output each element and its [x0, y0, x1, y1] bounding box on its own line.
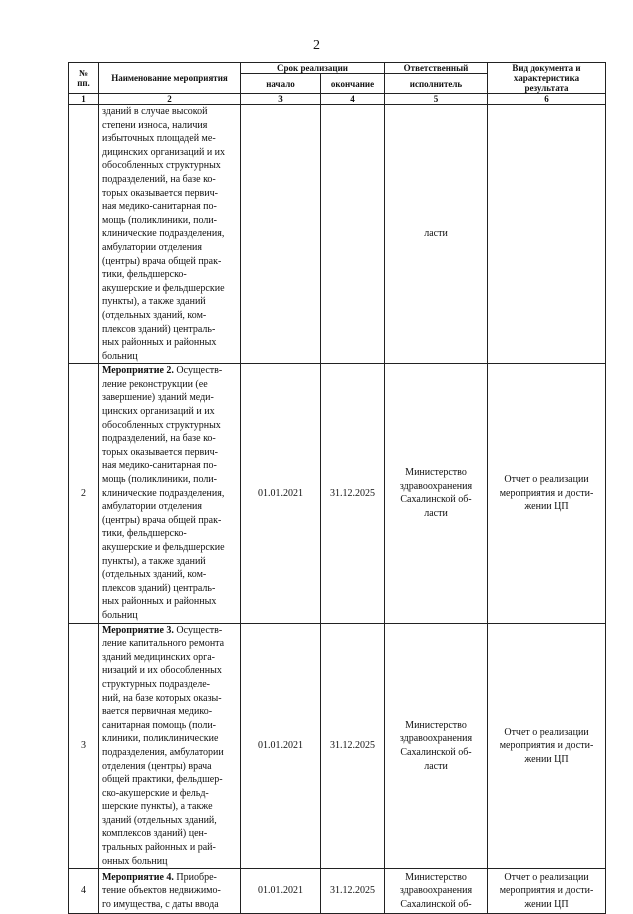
- activity-line: ний, на базе которых оказы-: [102, 692, 222, 704]
- activity-line: [102, 364, 237, 378]
- activity-line: больниц: [102, 350, 138, 362]
- activity-text: Осуществ-: [173, 365, 223, 377]
- row-number: [69, 869, 99, 914]
- activity-line: акушерские и фельдшерские: [102, 282, 225, 294]
- activity-line: тение объектов недвижимо-: [102, 885, 221, 897]
- activity-line: структурных подразделе-: [102, 678, 210, 690]
- row-number: [69, 105, 99, 364]
- responsible-line: Министерство: [405, 467, 467, 479]
- table-row: [69, 869, 606, 914]
- column-number: 4: [321, 94, 385, 105]
- activity-line: (отдельных зданий, ком-: [102, 309, 207, 321]
- activity-line: ная медико-санитарная по-: [102, 460, 217, 472]
- activity-line: зданий медицинских орга-: [102, 651, 215, 663]
- responsible-line: здравоохранения: [399, 480, 473, 492]
- row-number-text: 4: [81, 885, 86, 897]
- result-line: жении ЦП: [524, 501, 569, 513]
- table-row: [69, 364, 606, 623]
- activity-line: ных районных и районных: [102, 596, 217, 608]
- activity-title: Мероприятие 3.: [102, 624, 174, 636]
- column-number-row: [69, 94, 606, 105]
- result-document: [488, 623, 606, 869]
- activity-title: Мероприятие 2.: [102, 365, 174, 377]
- result-line: жении ЦП: [524, 899, 569, 911]
- header-start: начало: [241, 74, 321, 94]
- column-number: 2: [99, 94, 241, 105]
- activity-line: тики, фельдшерско-: [102, 269, 187, 281]
- activity-line: [102, 624, 237, 638]
- start-date-text: 01.01.2021: [258, 487, 303, 499]
- activity-line: зданий (отдельных зданий,: [102, 814, 217, 826]
- result-line: мероприятия и дости-: [499, 885, 594, 897]
- activity-line: плексов зданий) централь-: [102, 323, 216, 335]
- activity-line: комплексов зданий) цен-: [102, 828, 208, 840]
- activity-line: го имущества, с даты ввода: [102, 899, 219, 911]
- row-number-text: 2: [81, 487, 86, 499]
- responsible-line: Министерство: [405, 719, 467, 731]
- result-line: Отчет о реализации: [504, 726, 589, 738]
- activity-line: тральных районных и рай-: [102, 842, 216, 854]
- responsible-line: ласти: [424, 228, 448, 240]
- responsible-executor: [385, 364, 488, 623]
- start-date: [241, 364, 321, 623]
- activity-line: (центры) врача общей прак-: [102, 514, 222, 526]
- activity-line: общей практики, фельдшер-: [102, 774, 223, 786]
- row-number-text: 3: [81, 740, 86, 752]
- start-date-text: 01.01.2021: [258, 740, 303, 752]
- activity-line: ных районных и районных: [102, 337, 217, 349]
- responsible-line: ласти: [424, 508, 448, 520]
- header-end: окончание: [321, 74, 385, 94]
- end-date: [321, 869, 385, 914]
- activity-line: отделения (центры) врача: [102, 760, 212, 772]
- column-number: 1: [69, 94, 99, 105]
- row-number: [69, 364, 99, 623]
- responsible-line: Сахалинской об-: [400, 746, 472, 758]
- activities-table: [68, 62, 606, 914]
- responsible-line: здравоохранения: [399, 885, 473, 897]
- activity-title: Мероприятие 4.: [102, 871, 174, 883]
- result-document: [488, 869, 606, 914]
- header-responsible-bottom: исполнитель: [385, 74, 488, 94]
- activity-line: амбулатории отделения: [102, 241, 203, 253]
- responsible-line: Министерство: [405, 871, 467, 883]
- column-number: 3: [241, 94, 321, 105]
- activity-name: [99, 623, 241, 869]
- activity-text: Осуществ-: [173, 624, 223, 636]
- responsible-executor: [385, 623, 488, 869]
- activity-line: акушерские и фельдшерские: [102, 542, 225, 553]
- activity-line: онных больниц: [102, 855, 168, 867]
- activity-line: низаций и их обособленных: [102, 665, 222, 677]
- end-date-text: 31.12.2025: [330, 740, 375, 752]
- end-date-text: 31.12.2025: [330, 885, 375, 897]
- start-date: [241, 105, 321, 364]
- result-line: мероприятия и дости-: [499, 487, 594, 499]
- activity-line: больниц: [102, 609, 138, 621]
- activity-name: [99, 869, 241, 914]
- activity-line: амбулатории отделения: [102, 501, 203, 513]
- activity-name: [99, 105, 241, 364]
- result-line: Отчет о реализации: [504, 871, 589, 883]
- activity-line: ная медико-санитарная по-: [102, 201, 217, 213]
- header-name: Наименование мероприятия: [99, 63, 241, 94]
- responsible-line: Сахалинской об-: [400, 494, 472, 506]
- table-row: [69, 623, 606, 869]
- activity-line: клинические подразделения,: [102, 487, 225, 499]
- activity-line: ление капитального ремонта: [102, 638, 225, 650]
- activity-line: мощь (поликлиники, поли-: [102, 214, 217, 226]
- responsible-line: Сахалинской об-: [400, 899, 472, 911]
- activity-line: избыточных площадей ме-: [102, 133, 216, 145]
- end-date: [321, 623, 385, 869]
- responsible-line: ласти: [424, 760, 448, 772]
- activity-name: [99, 364, 241, 623]
- activity-line: [102, 871, 237, 885]
- activity-line: подразделений, на базе ко-: [102, 173, 216, 185]
- responsible-executor: [385, 105, 488, 364]
- start-date: [241, 623, 321, 869]
- start-date: [241, 869, 321, 914]
- activity-text: зданий в случае высокой: [102, 106, 208, 117]
- end-date-text: 31.12.2025: [330, 487, 375, 499]
- activity-line: дицинских организаций и их: [102, 146, 226, 158]
- activity-line: ление реконструкции (ее: [102, 378, 208, 390]
- table-row: [69, 105, 606, 364]
- end-date: [321, 105, 385, 364]
- end-date: [321, 364, 385, 623]
- result-line: мероприятия и дости-: [499, 740, 594, 752]
- header-responsible-top: Ответственный: [385, 63, 488, 74]
- activity-line: (центры) врача общей прак-: [102, 255, 222, 267]
- activity-line: ско-акушерские и фельд-: [102, 787, 209, 799]
- activity-line: обособленных структурных: [102, 160, 221, 172]
- activity-line: торых оказывается первич-: [102, 446, 218, 458]
- responsible-line: здравоохранения: [399, 733, 473, 745]
- activity-line: плексов зданий) централь-: [102, 582, 216, 594]
- activity-line: пункты), а также зданий: [102, 296, 206, 308]
- activity-line: тики, фельдшерско-: [102, 528, 187, 540]
- row-number: [69, 623, 99, 869]
- result-document: [488, 105, 606, 364]
- page-number: 2: [313, 38, 320, 53]
- activity-line: клиники, поликлинические: [102, 733, 219, 745]
- activity-text: Приобре-: [173, 871, 217, 883]
- header-document: Вид документа и характеристика результата: [488, 63, 606, 94]
- activity-line: степени износа, наличия: [102, 119, 208, 131]
- activity-line: торых оказывается первич-: [102, 187, 218, 199]
- activity-line: цинских организаций и их: [102, 406, 215, 418]
- result-document: [488, 364, 606, 623]
- activity-line: подразделения, амбулатории: [102, 746, 224, 758]
- activity-line: санитарная помощь (поли-: [102, 719, 216, 731]
- column-number: 6: [488, 94, 606, 105]
- column-number: 5: [385, 94, 488, 105]
- activity-line: подразделений, на базе ко-: [102, 433, 216, 445]
- activity-line: (отдельных зданий, ком-: [102, 569, 207, 581]
- activity-line: завершение) зданий меди-: [102, 392, 214, 404]
- activity-line: вается первичная медико-: [102, 706, 213, 718]
- activity-line: клинические подразделения,: [102, 228, 225, 240]
- activity-line: мощь (поликлиники, поли-: [102, 474, 217, 486]
- activity-line: шерские пункты), а также: [102, 801, 213, 813]
- result-line: Отчет о реализации: [504, 474, 589, 486]
- header-period: Срок реализации: [241, 63, 385, 74]
- activity-line: обособленных структурных: [102, 419, 221, 431]
- responsible-executor: [385, 869, 488, 914]
- activity-line: [102, 105, 237, 119]
- result-line: жении ЦП: [524, 753, 569, 765]
- activity-line: пункты), а также зданий: [102, 555, 206, 567]
- header-num: № пп.: [69, 63, 99, 94]
- start-date-text: 01.01.2021: [258, 885, 303, 897]
